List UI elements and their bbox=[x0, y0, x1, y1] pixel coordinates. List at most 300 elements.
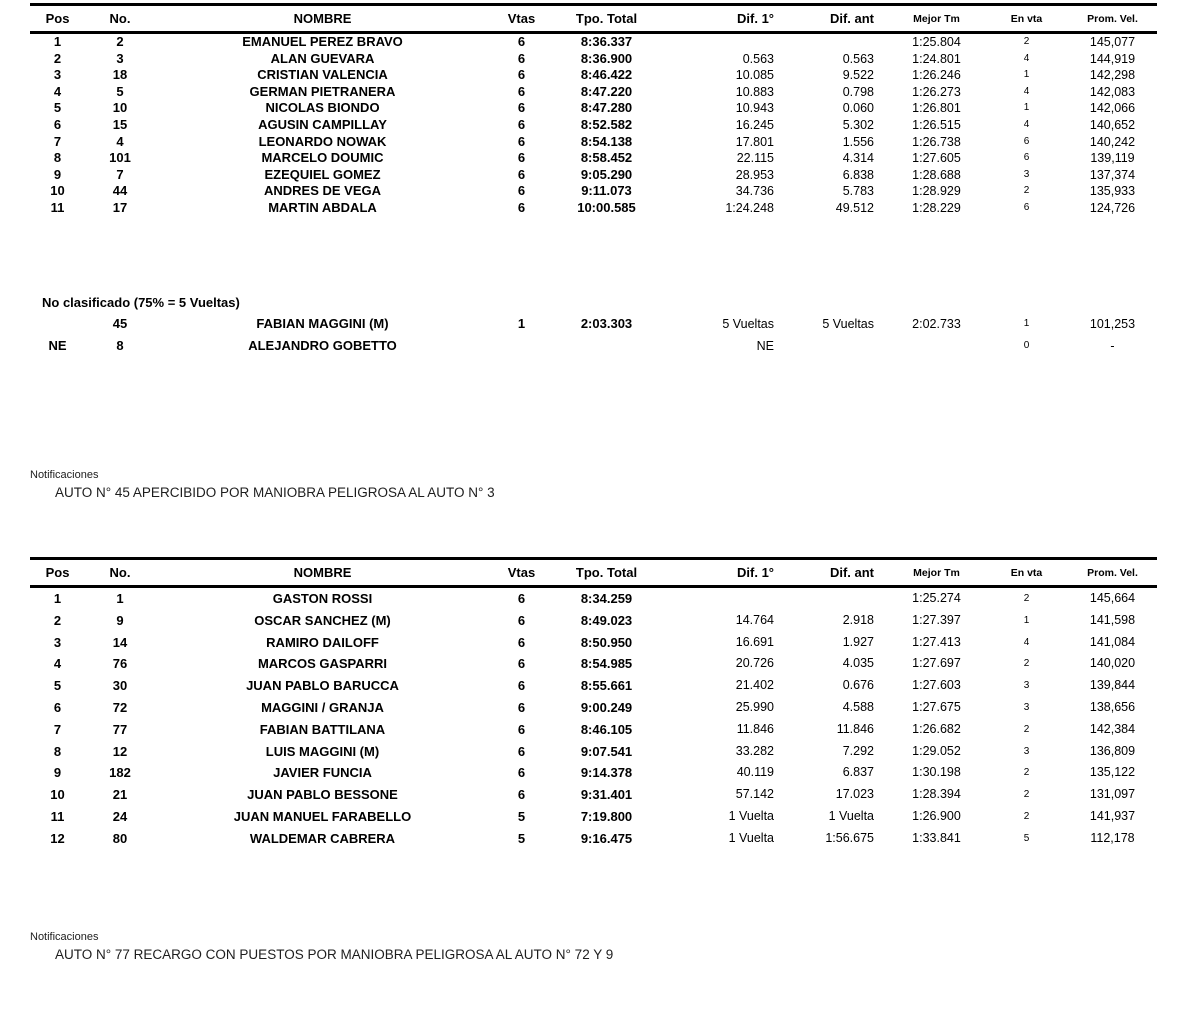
cell-dif-1: 20.726 bbox=[735, 656, 774, 671]
cell-dif-ant: 0.563 bbox=[842, 51, 874, 66]
cell-tpo-total: 8:46.422 bbox=[580, 67, 633, 83]
cell-nombre: JAVIER FUNCIA bbox=[273, 765, 372, 781]
cell-vtas: 6 bbox=[517, 634, 526, 650]
cell-dif-ant: 4.035 bbox=[842, 656, 874, 671]
cell-dif-1: 5 Vueltas bbox=[722, 317, 774, 331]
cell-nombre: WALDEMAR CABRERA bbox=[249, 830, 396, 846]
cell-mejor-tm: 1:27.605 bbox=[912, 151, 961, 166]
cell-nombre: LEONARDO NOWAK bbox=[258, 133, 387, 149]
table-row bbox=[30, 117, 1157, 134]
cell-nombre: OSCAR SANCHEZ (M) bbox=[254, 612, 391, 628]
cell-tpo-total: 9:05.290 bbox=[580, 166, 633, 182]
cell-mejor-tm: 1:25.804 bbox=[912, 35, 961, 49]
cell-nombre: EMANUEL PEREZ BRAVO bbox=[242, 34, 403, 49]
cell-en-vta: 2 bbox=[1023, 810, 1030, 822]
cell-no: 1 bbox=[116, 591, 124, 606]
table-row bbox=[30, 183, 1157, 200]
cell-en-vta: 1 bbox=[1023, 69, 1030, 81]
cell-pos: 9 bbox=[53, 166, 62, 182]
cell-mejor-tm: 1:27.675 bbox=[912, 699, 961, 714]
col-header-dif-ant: Dif. ant bbox=[788, 5, 888, 33]
cell-vtas: 6 bbox=[517, 183, 526, 199]
cell-prom-vel: 141,937 bbox=[1089, 808, 1136, 823]
table-row bbox=[30, 313, 1157, 335]
table-row bbox=[30, 33, 1157, 51]
cell-no: 44 bbox=[112, 183, 128, 199]
cell-dif-1: 17.801 bbox=[735, 134, 774, 149]
cell-vtas: 6 bbox=[517, 67, 526, 83]
cell-dif-1: 10.883 bbox=[735, 84, 774, 99]
cell-pos: 10 bbox=[50, 787, 65, 803]
col-header-prom-vel: Prom. Vel. bbox=[1068, 5, 1157, 33]
cell-vtas: 6 bbox=[517, 787, 526, 803]
cell-vtas: 6 bbox=[517, 100, 526, 116]
cell-no: 3 bbox=[116, 50, 124, 66]
cell-prom-vel: 112,178 bbox=[1090, 830, 1135, 845]
notification-text: AUTO N° 45 APERCIBIDO POR MANIOBRA PELIGROSA AL AUTO N° 3 bbox=[55, 485, 495, 500]
cell-en-vta: 6 bbox=[1023, 152, 1030, 164]
notifications-label: Notificaciones bbox=[30, 931, 99, 943]
cell-mejor-tm: 1:26.801 bbox=[912, 101, 961, 116]
cell-vtas: 6 bbox=[517, 133, 526, 149]
cell-en-vta: 2 bbox=[1023, 36, 1030, 47]
cell-dif-ant: 5.783 bbox=[842, 184, 874, 199]
cell-prom-vel: 142,066 bbox=[1089, 101, 1136, 116]
cell-dif-ant: 1 Vuelta bbox=[828, 808, 874, 823]
cell-prom-vel: 142,384 bbox=[1089, 721, 1136, 736]
cell-mejor-tm: 1:24.801 bbox=[912, 51, 961, 66]
cell-no: 72 bbox=[112, 699, 128, 715]
cell-tpo-total: 9:11.073 bbox=[581, 183, 632, 199]
cell-mejor-tm: 1:28.229 bbox=[912, 200, 961, 215]
cell-en-vta: 3 bbox=[1023, 168, 1030, 180]
not-classified-section bbox=[30, 293, 1157, 357]
table-row bbox=[30, 134, 1157, 151]
cell-dif-ant: 17.023 bbox=[835, 787, 874, 802]
table-row bbox=[30, 719, 1157, 741]
cell-nombre: JUAN PABLO BARUCCA bbox=[246, 678, 399, 694]
cell-dif-ant: 6.838 bbox=[842, 167, 874, 182]
cell-en-vta: 2 bbox=[1023, 723, 1030, 735]
table-row bbox=[30, 806, 1157, 828]
cell-no: 4 bbox=[116, 133, 124, 149]
cell-dif-ant: 5 Vueltas bbox=[822, 317, 874, 331]
cell-nombre: GASTON ROSSI bbox=[272, 591, 373, 606]
cell-dif-ant: 0.060 bbox=[842, 101, 874, 116]
table-row bbox=[30, 67, 1157, 84]
cell-mejor-tm: 1:33.841 bbox=[912, 830, 961, 845]
cell-dif-1: 14.764 bbox=[735, 612, 774, 627]
cell-dif-ant: 5.302 bbox=[842, 117, 874, 132]
cell-vtas bbox=[490, 335, 553, 357]
cell-vtas: 6 bbox=[517, 166, 526, 182]
cell-tpo-total: 8:34.259 bbox=[580, 591, 633, 606]
cell-pos: 4 bbox=[53, 83, 62, 99]
cell-prom-vel: 136,809 bbox=[1089, 743, 1136, 758]
cell-no: 2 bbox=[116, 34, 124, 49]
col-header-nombre: NOMBRE bbox=[155, 559, 490, 587]
cell-no: 30 bbox=[112, 678, 128, 694]
cell-no: 10 bbox=[112, 100, 128, 116]
cell-no: 17 bbox=[112, 199, 128, 215]
cell-tpo-total: 7:19.800 bbox=[580, 808, 633, 824]
cell-en-vta: 6 bbox=[1023, 201, 1030, 213]
cell-vtas: 1 bbox=[517, 316, 526, 331]
cell-pos: 5 bbox=[53, 100, 62, 116]
table-row bbox=[30, 762, 1157, 784]
col-header-en-vta: En vta bbox=[985, 559, 1068, 587]
cell-dif-1: 22.115 bbox=[736, 151, 774, 166]
cell-pos: 2 bbox=[53, 612, 62, 628]
cell-vtas: 6 bbox=[517, 50, 526, 66]
cell-prom-vel: 141,598 bbox=[1089, 612, 1136, 627]
cell-no: 77 bbox=[112, 721, 128, 737]
cell-dif-1: 28.953 bbox=[735, 167, 774, 182]
cell-pos: 8 bbox=[53, 743, 62, 759]
cell-no: 21 bbox=[112, 787, 128, 803]
col-header-tpo-total: Tpo. Total bbox=[553, 5, 660, 33]
cell-tpo-total: 10:00.585 bbox=[577, 199, 636, 215]
cell-prom-vel: 135,933 bbox=[1089, 184, 1136, 199]
col-header-nombre: NOMBRE bbox=[155, 5, 490, 33]
cell-tpo-total bbox=[553, 335, 660, 357]
cell-dif-ant: 1.556 bbox=[842, 134, 874, 149]
table-row bbox=[30, 200, 1157, 217]
cell-mejor-tm: 1:27.697 bbox=[912, 656, 961, 671]
cell-vtas: 6 bbox=[517, 591, 526, 606]
cell-dif-1: 1:24.248 bbox=[725, 200, 774, 215]
cell-prom-vel: 141,084 bbox=[1089, 634, 1136, 649]
col-header-prom-vel: Prom. Vel. bbox=[1068, 559, 1157, 587]
col-header-no: No. bbox=[85, 559, 155, 587]
cell-nombre: MARCELO DOUMIC bbox=[261, 150, 384, 166]
cell-pos: 1 bbox=[53, 591, 62, 606]
cell-prom-vel: 138,656 bbox=[1089, 699, 1136, 714]
cell-dif-1: 16.691 bbox=[735, 634, 774, 649]
cell-prom-vel: 144,919 bbox=[1089, 51, 1136, 66]
cell-prom-vel: 145,077 bbox=[1089, 35, 1136, 49]
cell-prom-vel: 142,083 bbox=[1089, 84, 1136, 99]
cell-pos: 3 bbox=[53, 67, 62, 83]
cell-no: 76 bbox=[112, 656, 128, 672]
cell-prom-vel: 140,020 bbox=[1089, 656, 1136, 671]
col-header-mejor-tm: Mejor Tm bbox=[888, 5, 985, 33]
cell-vtas: 6 bbox=[517, 743, 526, 759]
cell-mejor-tm: 1:25.274 bbox=[912, 591, 961, 605]
cell-vtas: 6 bbox=[517, 699, 526, 715]
cell-pos: 4 bbox=[53, 656, 62, 672]
cell-no: 15 bbox=[112, 116, 128, 132]
cell-mejor-tm: 1:26.682 bbox=[912, 721, 961, 736]
cell-nombre: MARCOS GASPARRI bbox=[257, 656, 388, 672]
cell-en-vta: 4 bbox=[1023, 85, 1030, 97]
cell-dif-1 bbox=[660, 33, 788, 51]
cell-tpo-total: 9:14.378 bbox=[580, 765, 633, 781]
table-row bbox=[30, 167, 1157, 184]
cell-dif-1: 16.245 bbox=[735, 117, 774, 132]
cell-tpo-total: 8:36.337 bbox=[580, 34, 633, 49]
cell-mejor-tm bbox=[888, 335, 985, 357]
cell-nombre: EZEQUIEL GOMEZ bbox=[264, 166, 381, 182]
cell-pos: 5 bbox=[53, 678, 62, 694]
cell-mejor-tm: 1:26.738 bbox=[912, 134, 961, 149]
cell-pos: NE bbox=[48, 338, 67, 353]
cell-dif-1: 21.402 bbox=[735, 678, 774, 693]
cell-en-vta: 1 bbox=[1023, 318, 1030, 329]
cell-dif-ant bbox=[788, 335, 888, 357]
cell-mejor-tm: 1:28.929 bbox=[912, 184, 961, 199]
cell-pos: 7 bbox=[53, 721, 62, 737]
cell-prom-vel: 139,119 bbox=[1090, 151, 1135, 166]
cell-dif-ant: 4.314 bbox=[842, 151, 874, 166]
cell-vtas: 5 bbox=[517, 830, 526, 846]
cell-en-vta: 3 bbox=[1023, 701, 1030, 713]
cell-en-vta: 2 bbox=[1023, 789, 1030, 801]
cell-dif-ant: 0.676 bbox=[842, 678, 874, 693]
cell-dif-1: 40.119 bbox=[736, 765, 774, 780]
cell-vtas: 6 bbox=[517, 678, 526, 694]
cell-nombre: RAMIRO DAILOFF bbox=[266, 634, 379, 650]
header-row bbox=[30, 5, 1157, 33]
cell-pos: 2 bbox=[53, 50, 62, 66]
cell-vtas: 6 bbox=[517, 765, 526, 781]
cell-dif-1: 1 Vuelta bbox=[728, 830, 774, 845]
cell-pos: 8 bbox=[53, 150, 62, 166]
cell-nombre: ALAN GUEVARA bbox=[270, 50, 375, 66]
cell-tpo-total: 8:46.105 bbox=[580, 721, 633, 737]
col-header-no: No. bbox=[85, 5, 155, 33]
col-header-en-vta: En vta bbox=[985, 5, 1068, 33]
cell-dif-ant: 2.918 bbox=[842, 612, 874, 627]
cell-en-vta: 2 bbox=[1023, 593, 1030, 604]
cell-prom-vel: 140,652 bbox=[1089, 117, 1136, 132]
cell-dif-1: 10.085 bbox=[735, 68, 774, 83]
cell-mejor-tm: 1:30.198 bbox=[912, 765, 961, 780]
cell-nombre: AGUSIN CAMPILLAY bbox=[258, 116, 387, 132]
cell-prom-vel: 140,242 bbox=[1089, 134, 1136, 149]
cell-no: 80 bbox=[112, 830, 128, 846]
header-row bbox=[30, 559, 1157, 587]
cell-mejor-tm: 1:29.052 bbox=[912, 743, 961, 758]
table-row bbox=[30, 84, 1157, 101]
cell-tpo-total: 9:31.401 bbox=[580, 787, 633, 803]
cell-en-vta: 1 bbox=[1023, 614, 1030, 626]
col-header-dif-1: Dif. 1° bbox=[660, 559, 788, 587]
cell-en-vta: 0 bbox=[1023, 340, 1030, 351]
table-row bbox=[30, 100, 1157, 117]
cell-prom-vel: 131,097 bbox=[1089, 787, 1136, 802]
col-header-pos: Pos bbox=[30, 5, 85, 33]
cell-tpo-total: 9:16.475 bbox=[580, 830, 633, 846]
cell-en-vta: 4 bbox=[1023, 52, 1030, 64]
cell-nombre: NICOLAS BIONDO bbox=[265, 100, 380, 116]
cell-pos: 6 bbox=[53, 699, 62, 715]
col-header-vtas: Vtas bbox=[490, 559, 553, 587]
col-header-mejor-tm: Mejor Tm bbox=[888, 559, 985, 587]
cell-dif-ant bbox=[788, 33, 888, 51]
cell-pos: 1 bbox=[53, 34, 62, 49]
cell-prom-vel: 145,664 bbox=[1089, 591, 1136, 605]
cell-mejor-tm: 1:26.246 bbox=[912, 68, 961, 83]
table-row bbox=[30, 784, 1157, 806]
cell-pos: 11 bbox=[50, 808, 65, 824]
cell-nombre: CRISTIAN VALENCIA bbox=[257, 67, 388, 83]
race-1-notifications bbox=[30, 468, 495, 501]
cell-no: 8 bbox=[116, 338, 124, 353]
cell-dif-1: 1 Vuelta bbox=[728, 808, 774, 823]
cell-dif-1: 0.563 bbox=[742, 51, 774, 66]
cell-vtas: 5 bbox=[517, 808, 526, 824]
cell-no: 101 bbox=[109, 150, 131, 166]
cell-dif-1: 33.282 bbox=[735, 743, 774, 758]
cell-dif-ant: 11.846 bbox=[836, 721, 874, 736]
cell-tpo-total: 8:54.138 bbox=[580, 133, 633, 149]
table-row bbox=[30, 741, 1157, 763]
cell-mejor-tm: 2:02.733 bbox=[912, 317, 961, 331]
cell-vtas: 6 bbox=[517, 83, 526, 99]
table-row bbox=[30, 51, 1157, 68]
cell-no: 18 bbox=[112, 67, 128, 83]
cell-no: 7 bbox=[116, 166, 124, 182]
cell-vtas: 6 bbox=[517, 656, 526, 672]
cell-tpo-total: 9:00.249 bbox=[580, 699, 633, 715]
col-header-dif-ant: Dif. ant bbox=[788, 559, 888, 587]
cell-mejor-tm: 1:26.515 bbox=[912, 117, 961, 132]
table-row bbox=[30, 675, 1157, 697]
cell-en-vta: 4 bbox=[1023, 118, 1030, 130]
table-row bbox=[30, 828, 1157, 850]
cell-dif-ant: 6.837 bbox=[842, 765, 874, 780]
cell-pos: 10 bbox=[50, 183, 65, 199]
cell-nombre: FABIAN BATTILANA bbox=[259, 721, 386, 737]
cell-dif-1: NE bbox=[756, 339, 774, 353]
cell-pos bbox=[30, 313, 85, 335]
cell-no: 5 bbox=[116, 83, 124, 99]
cell-tpo-total: 8:58.452 bbox=[580, 150, 633, 166]
cell-vtas: 6 bbox=[517, 34, 526, 49]
cell-en-vta: 4 bbox=[1023, 636, 1030, 648]
cell-no: 14 bbox=[112, 634, 128, 650]
cell-tpo-total: 8:47.220 bbox=[580, 83, 633, 99]
cell-nombre: JUAN PABLO BESSONE bbox=[247, 787, 398, 803]
cell-prom-vel: - bbox=[1110, 339, 1115, 353]
table-row bbox=[30, 632, 1157, 654]
cell-nombre: MAGGINI / GRANJA bbox=[261, 699, 384, 715]
cell-tpo-total: 8:54.985 bbox=[580, 656, 633, 672]
cell-tpo-total: 8:50.950 bbox=[580, 634, 633, 650]
cell-pos: 11 bbox=[50, 199, 65, 215]
cell-no: 45 bbox=[112, 316, 128, 331]
cell-dif-1 bbox=[660, 587, 788, 610]
cell-tpo-total: 9:07.541 bbox=[580, 743, 633, 759]
table-row bbox=[30, 610, 1157, 632]
cell-mejor-tm: 1:28.394 bbox=[912, 787, 961, 802]
cell-pos: 3 bbox=[53, 634, 62, 650]
cell-dif-1: 34.736 bbox=[735, 184, 774, 199]
not-classified-title: No clasificado (75% = 5 Vueltas) bbox=[42, 295, 240, 310]
cell-dif-ant: 49.512 bbox=[835, 200, 874, 215]
table-row bbox=[30, 335, 1157, 357]
cell-prom-vel: 142,298 bbox=[1089, 68, 1136, 83]
cell-mejor-tm: 1:26.273 bbox=[912, 84, 961, 99]
cell-nombre: LUIS MAGGINI (M) bbox=[265, 743, 380, 759]
cell-mejor-tm: 1:27.603 bbox=[912, 678, 961, 693]
cell-vtas: 6 bbox=[517, 150, 526, 166]
cell-dif-1: 57.142 bbox=[735, 787, 774, 802]
cell-dif-ant: 1:56.675 bbox=[825, 830, 874, 845]
cell-mejor-tm: 1:26.900 bbox=[912, 808, 961, 823]
cell-pos: 7 bbox=[53, 133, 62, 149]
cell-no: 12 bbox=[112, 743, 128, 759]
cell-tpo-total: 8:49.023 bbox=[580, 612, 633, 628]
race-2-notifications bbox=[30, 930, 613, 963]
cell-pos: 9 bbox=[53, 765, 62, 781]
cell-nombre: MARTIN ABDALA bbox=[268, 199, 377, 215]
cell-en-vta: 5 bbox=[1023, 832, 1030, 844]
table-row bbox=[30, 653, 1157, 675]
cell-pos: 6 bbox=[53, 116, 62, 132]
notification-text: AUTO N° 77 RECARGO CON PUESTOS POR MANIOBRA PELIGROSA AL AUTO N° 72 Y 9 bbox=[55, 947, 614, 962]
cell-tpo-total: 2:03.303 bbox=[580, 316, 633, 331]
cell-en-vta: 6 bbox=[1023, 135, 1030, 147]
cell-vtas: 6 bbox=[517, 721, 526, 737]
cell-dif-ant: 7.292 bbox=[842, 743, 874, 758]
cell-prom-vel: 139,844 bbox=[1089, 678, 1136, 693]
cell-no: 24 bbox=[112, 808, 128, 824]
cell-no: 182 bbox=[109, 765, 131, 781]
cell-prom-vel: 137,374 bbox=[1089, 167, 1136, 182]
cell-nombre: ALEJANDRO GOBETTO bbox=[248, 338, 397, 353]
cell-en-vta: 2 bbox=[1023, 767, 1030, 779]
cell-en-vta: 2 bbox=[1023, 658, 1030, 670]
notifications-label: Notificaciones bbox=[30, 469, 99, 481]
cell-en-vta: 1 bbox=[1023, 102, 1030, 114]
cell-nombre: ANDRES DE VEGA bbox=[263, 183, 382, 199]
cell-dif-1: 25.990 bbox=[735, 699, 774, 714]
cell-dif-ant: 9.522 bbox=[842, 68, 874, 83]
table-row bbox=[30, 697, 1157, 719]
cell-tpo-total: 8:55.661 bbox=[580, 678, 633, 694]
cell-vtas: 6 bbox=[517, 116, 526, 132]
cell-vtas: 6 bbox=[517, 612, 526, 628]
cell-en-vta: 2 bbox=[1023, 185, 1030, 197]
col-header-pos: Pos bbox=[30, 559, 85, 587]
cell-prom-vel: 124,726 bbox=[1089, 200, 1136, 215]
cell-nombre: JUAN MANUEL FARABELLO bbox=[233, 808, 412, 824]
cell-dif-ant: 1.927 bbox=[842, 634, 874, 649]
not-classified-table bbox=[30, 313, 1157, 357]
cell-en-vta: 3 bbox=[1023, 745, 1030, 757]
cell-tpo-total: 8:36.900 bbox=[580, 50, 633, 66]
cell-tpo-total: 8:47.280 bbox=[580, 100, 633, 116]
cell-nombre: FABIAN MAGGINI (M) bbox=[256, 316, 389, 331]
race-1-results-table bbox=[30, 3, 1157, 217]
cell-dif-1: 11.846 bbox=[736, 721, 774, 736]
cell-mejor-tm: 1:27.397 bbox=[912, 612, 961, 627]
cell-dif-ant: 0.798 bbox=[842, 84, 874, 99]
cell-dif-ant: 4.588 bbox=[842, 699, 874, 714]
cell-prom-vel: 135,122 bbox=[1089, 765, 1136, 780]
col-header-dif-1: Dif. 1° bbox=[660, 5, 788, 33]
table-row bbox=[30, 150, 1157, 167]
cell-vtas: 6 bbox=[517, 199, 526, 215]
cell-dif-1: 10.943 bbox=[735, 101, 774, 116]
cell-nombre: GERMAN PIETRANERA bbox=[249, 83, 396, 99]
col-header-tpo-total: Tpo. Total bbox=[553, 559, 660, 587]
col-header-vtas: Vtas bbox=[490, 5, 553, 33]
cell-prom-vel: 101,253 bbox=[1089, 317, 1136, 331]
cell-tpo-total: 8:52.582 bbox=[580, 116, 633, 132]
